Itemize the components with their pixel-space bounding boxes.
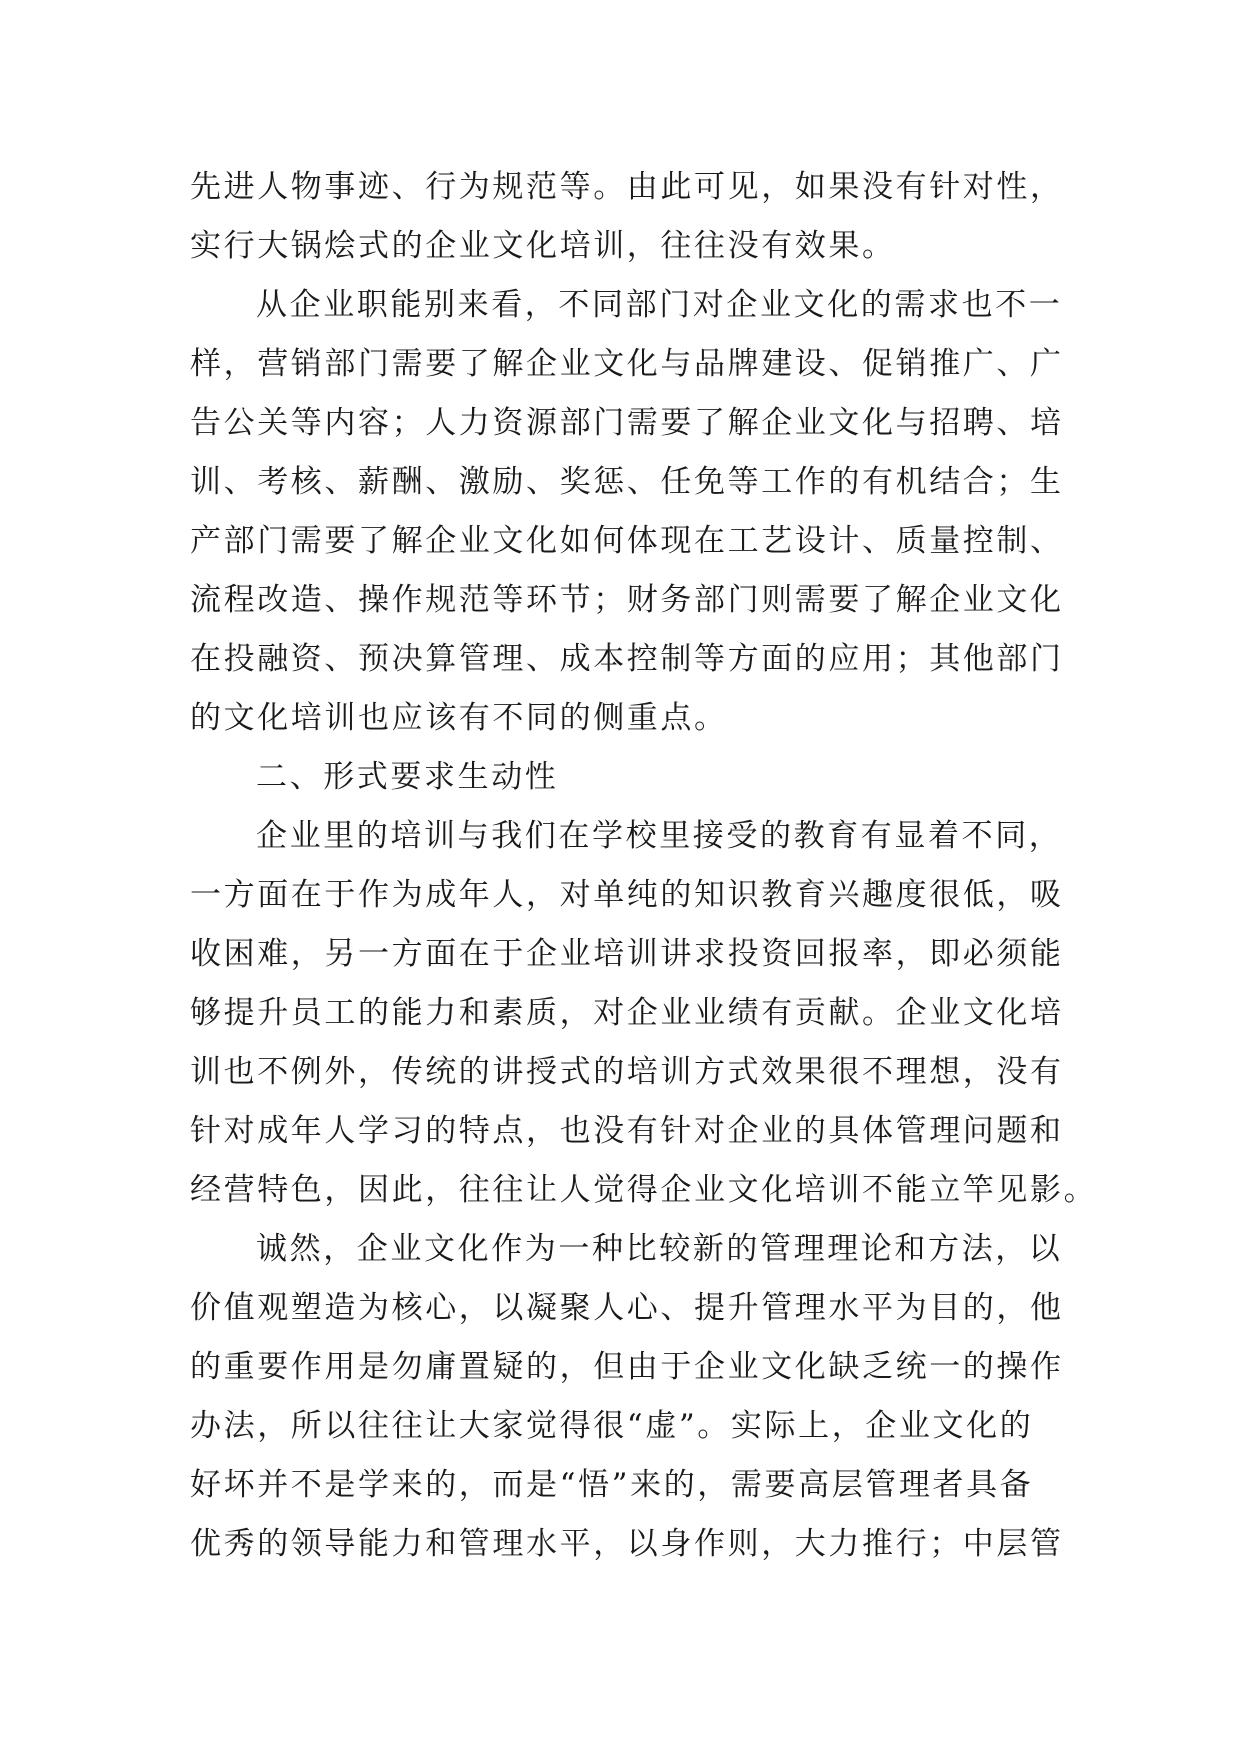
text-line: 的重要作用是勿庸置疑的，但由于企业文化缺乏统一的操作 xyxy=(190,1349,1064,1385)
text-line: 在投融资、预决算管理、成本控制等方面的应用；其他部门 xyxy=(190,641,1064,677)
text-line: 训、考核、薪酬、激励、奖惩、任免等工作的有机结合；生 xyxy=(190,464,1064,500)
text-line: 针对成年人学习的特点，也没有针对企业的具体管理问题和 xyxy=(190,1113,1064,1149)
text-line: 够提升员工的能力和素质，对企业业绩有贡献。企业文化培 xyxy=(190,995,1064,1031)
text-line: 二、形式要求生动性 xyxy=(256,759,559,795)
text-line: 优秀的领导能力和管理水平，以身作则，大力推行；中层管 xyxy=(190,1526,1064,1562)
text-line: 企业里的培训与我们在学校里接受的教育有显着不同， xyxy=(256,818,1063,854)
text-line: 产部门需要了解企业文化如何体现在工艺设计、质量控制、 xyxy=(190,523,1064,559)
text-line: 好坏并不是学来的，而是“悟”来的，需要高层管理者具备 xyxy=(190,1467,1034,1503)
text-line: 样，营销部门需要了解企业文化与品牌建设、促销推广、广 xyxy=(190,346,1064,382)
text-line: 训也不例外，传统的讲授式的培训方式效果很不理想，没有 xyxy=(190,1054,1064,1090)
text-line: 经营特色，因此，往往让人觉得企业文化培训不能立竿见影。 xyxy=(190,1172,1098,1208)
text-line: 流程改造、操作规范等环节；财务部门则需要了解企业文化 xyxy=(190,582,1064,618)
text-line: 一方面在于作为成年人，对单纯的知识教育兴趣度很低，吸 xyxy=(190,877,1064,913)
text-line: 先进人物事迹、行为规范等。由此可见，如果没有针对性， xyxy=(190,169,1064,205)
body-text xyxy=(190,158,1098,1574)
text-line: 诚然，企业文化作为一种比较新的管理理论和方法，以 xyxy=(256,1231,1063,1267)
text-line: 收困难，另一方面在于企业培训讲求投资回报率，即必须能 xyxy=(190,936,1064,972)
text-line: 办法，所以往往让大家觉得很“虚”。实际上，企业文化的 xyxy=(190,1408,1034,1444)
text-line: 从企业职能别来看，不同部门对企业文化的需求也不一 xyxy=(256,287,1063,323)
text-line: 的文化培训也应该有不同的侧重点。 xyxy=(190,700,728,736)
text-line: 价值观塑造为核心，以凝聚人心、提升管理水平为目的，他 xyxy=(190,1290,1064,1326)
text-line: 告公关等内容；人力资源部门需要了解企业文化与招聘、培 xyxy=(190,405,1064,441)
text-line: 实行大锅烩式的企业文化培训，往往没有效果。 xyxy=(190,228,896,264)
